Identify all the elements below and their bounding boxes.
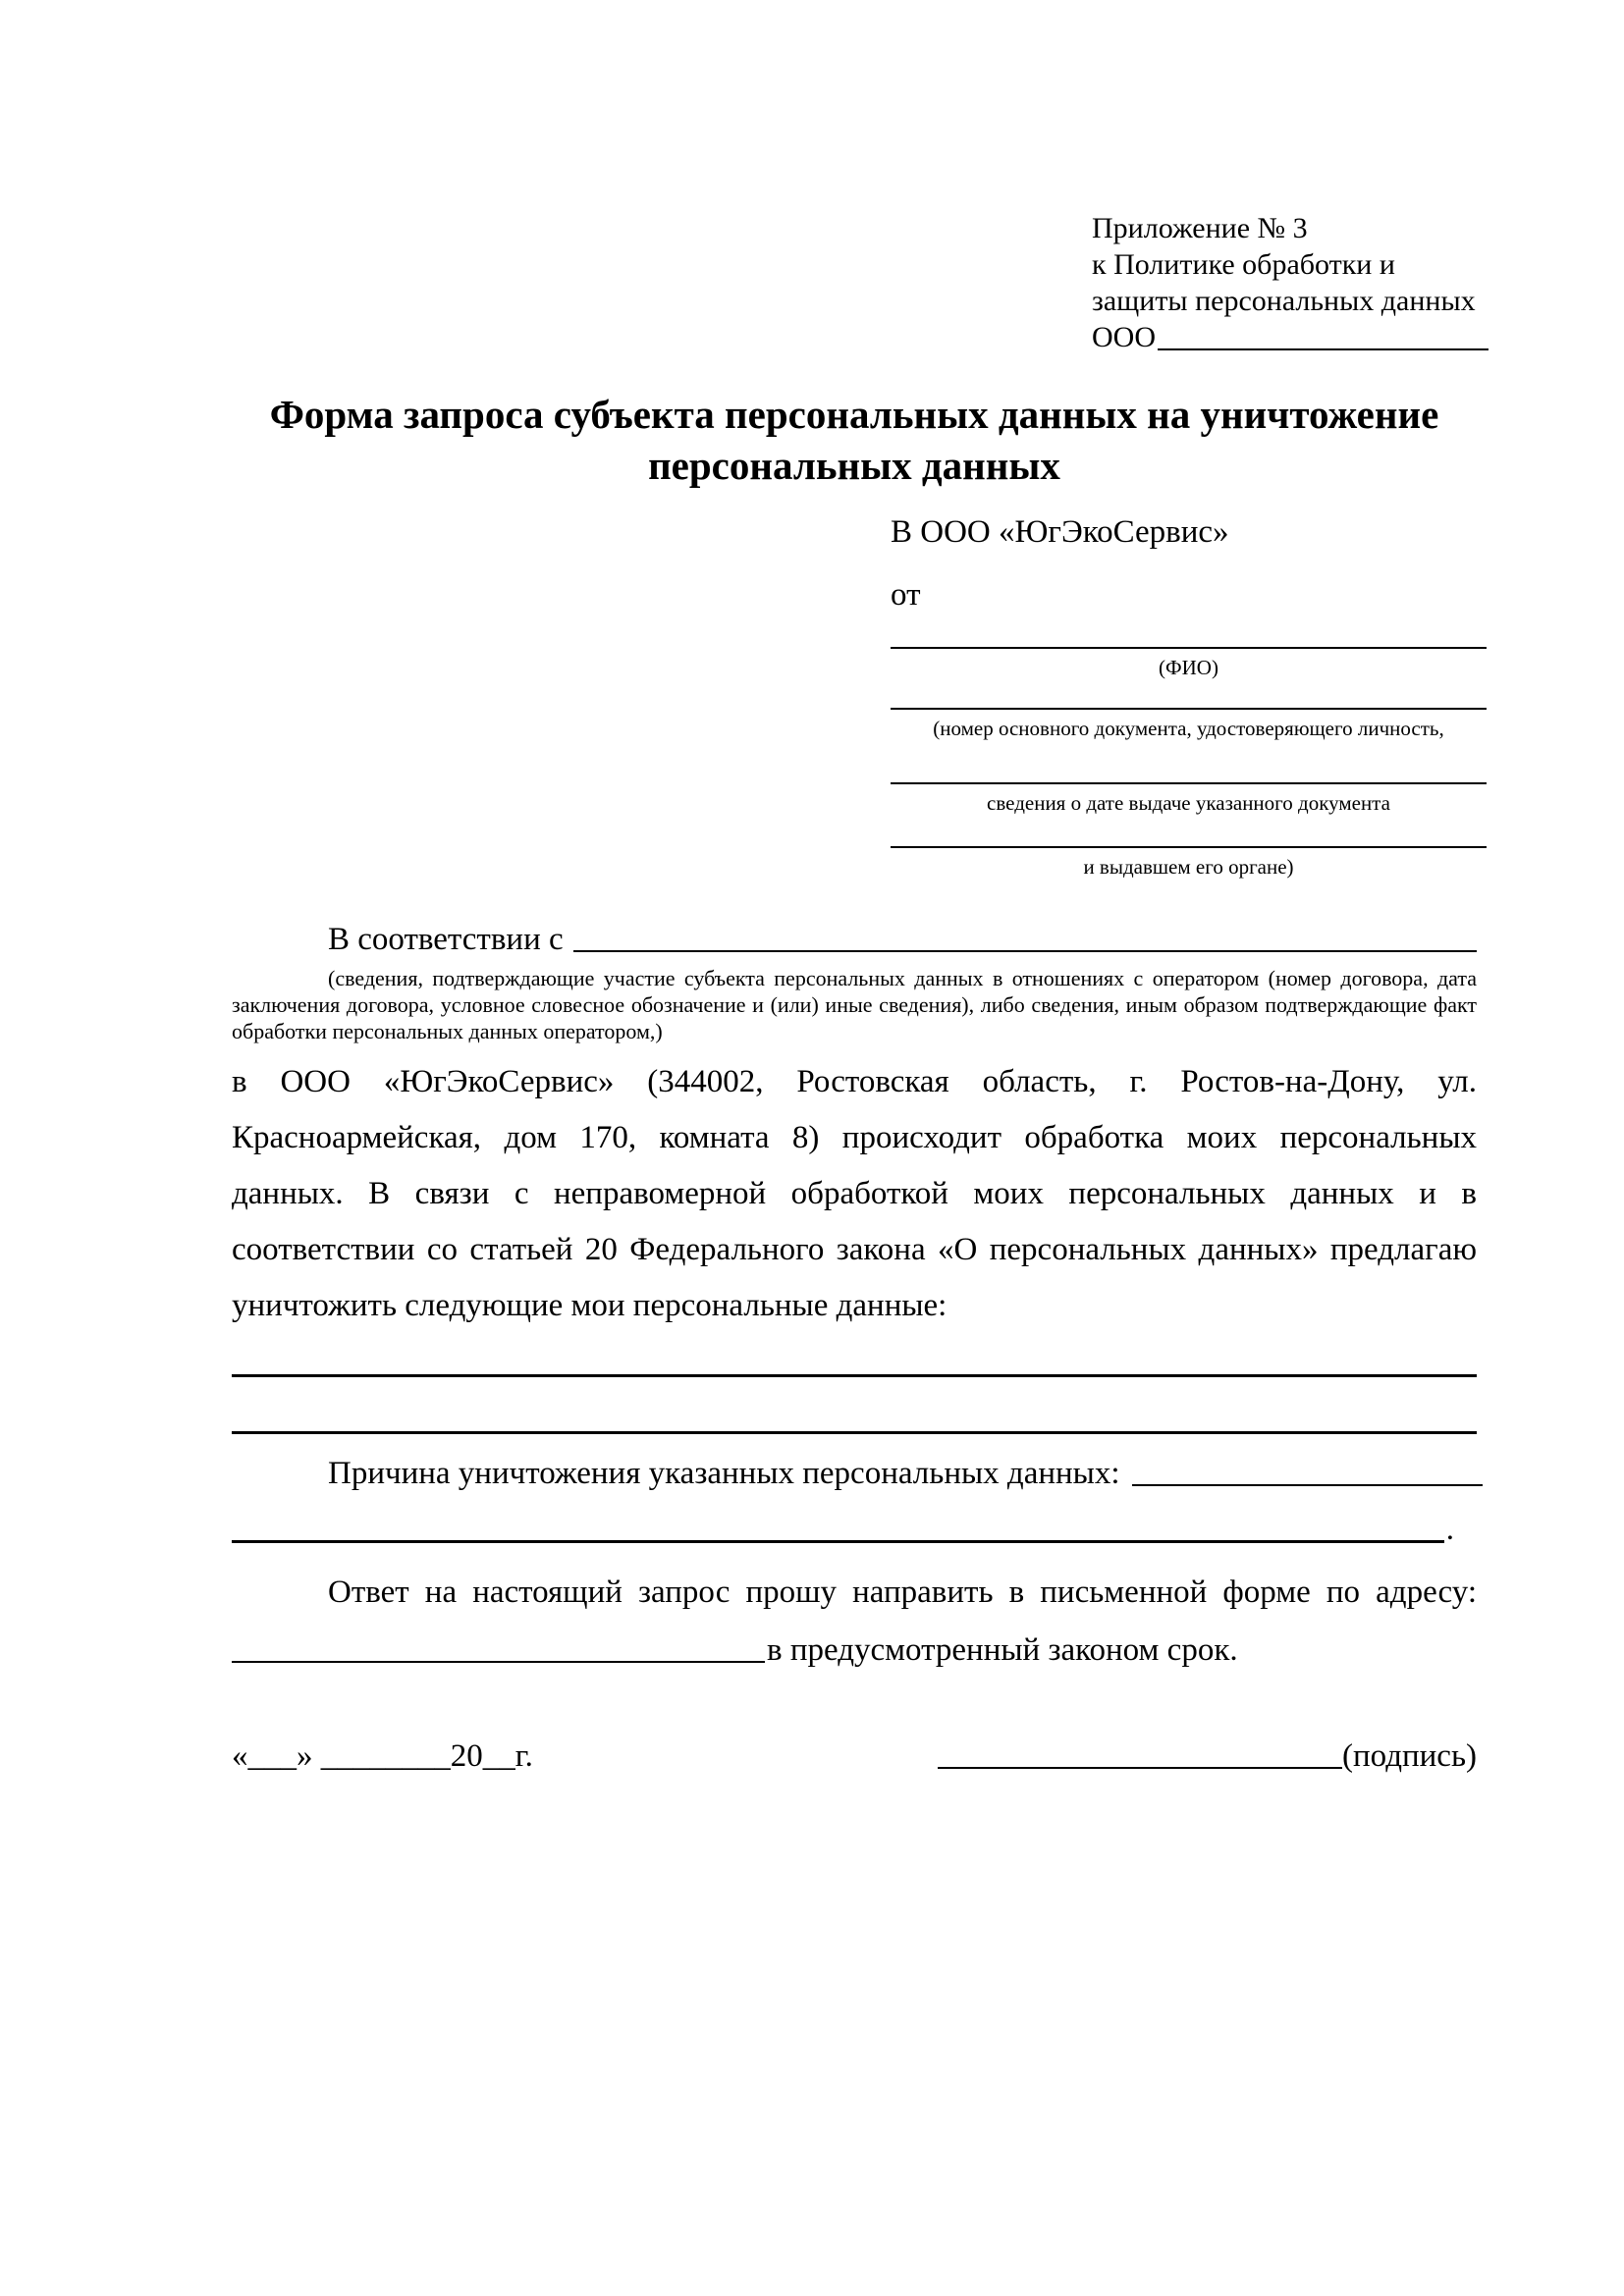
address-blank-line <box>232 1661 765 1663</box>
issuer-caption: и выдавшем его органе) <box>1083 855 1294 879</box>
signature-caption: (подпись) <box>1342 1738 1477 1774</box>
issue-date-caption: сведения о дате выдаче указанного документа <box>987 791 1390 815</box>
doc-number-blank-line <box>891 708 1487 710</box>
data-blank-line-1 <box>232 1374 1477 1377</box>
accordance-blank-line <box>573 950 1477 952</box>
data-blank-line-2 <box>232 1431 1477 1434</box>
appendix-line-2: к Политике обработки и <box>1092 248 1395 281</box>
signature-group <box>938 1738 1477 1775</box>
ooo-blank-line <box>1158 348 1489 350</box>
appendix-block <box>1092 210 1489 355</box>
accordance-row <box>232 921 1477 958</box>
appendix-ooo-row <box>1092 319 1489 355</box>
date-signature-row <box>232 1732 1477 1775</box>
reason-row <box>232 1455 1483 1492</box>
appendix-line-3: защиты персональных данных <box>1092 285 1476 317</box>
issuer-blank-line <box>891 846 1487 848</box>
reason-blank-line <box>1132 1484 1483 1486</box>
recipient-org: В ООО «ЮгЭкоСервис» <box>891 514 1229 550</box>
response-paragraph: Ответ на настоящий запрос прошу направить в письменной форме по адресу: <box>328 1575 1477 1610</box>
fio-blank-line <box>891 647 1487 649</box>
date-blank: «___» ________20__г. <box>232 1738 533 1774</box>
appendix-line-1: Приложение № 3 <box>1092 212 1308 244</box>
accordance-note: (сведения, подтверждающие участие субъекта персональных данных в отношениях с оператором (номер договора, дата заключения договора, условное словесное обозначение и (или) иные сведения), либо сведения, иным образом подтверждающие факт обработки персональных данных оператором,) <box>232 966 1477 1043</box>
fio-caption: (ФИО) <box>1159 656 1218 679</box>
issue-date-blank-line <box>891 782 1487 784</box>
doc-number-caption: (номер основного документа, удостоверяющего личность, <box>933 717 1444 740</box>
reason-label: Причина уничтожения указанных персональных данных: <box>328 1456 1120 1491</box>
period-mark: . <box>1445 1512 1454 1547</box>
page-title: Форма запроса субъекта персональных данных на уничтожение персональных данных <box>269 392 1439 488</box>
response-tail: в предусмотренный законом срок. <box>767 1632 1238 1668</box>
from-label: от <box>891 577 921 613</box>
reason-continuation-row <box>232 1512 1454 1548</box>
reason-continuation-blank-line <box>232 1540 1444 1543</box>
address-row <box>232 1629 1477 1669</box>
accordance-label: В соответствии с <box>328 922 564 957</box>
ooo-label: ООО <box>1092 321 1156 353</box>
signature-blank-line <box>938 1767 1342 1769</box>
main-paragraph: в ООО «ЮгЭкоСервис» (344002, Ростовская область, г. Ростов-на-Дону, ул. Красноармейская, дом 170, комната 8) происходит обработка моих персональных данных. В связи с неправомерной обработкой моих персональных данных и в соответствии со статьей 20 Федерального закона «О персональных данных» предлагаю уничтожить следующие мои персональные данные: <box>232 1064 1477 1323</box>
